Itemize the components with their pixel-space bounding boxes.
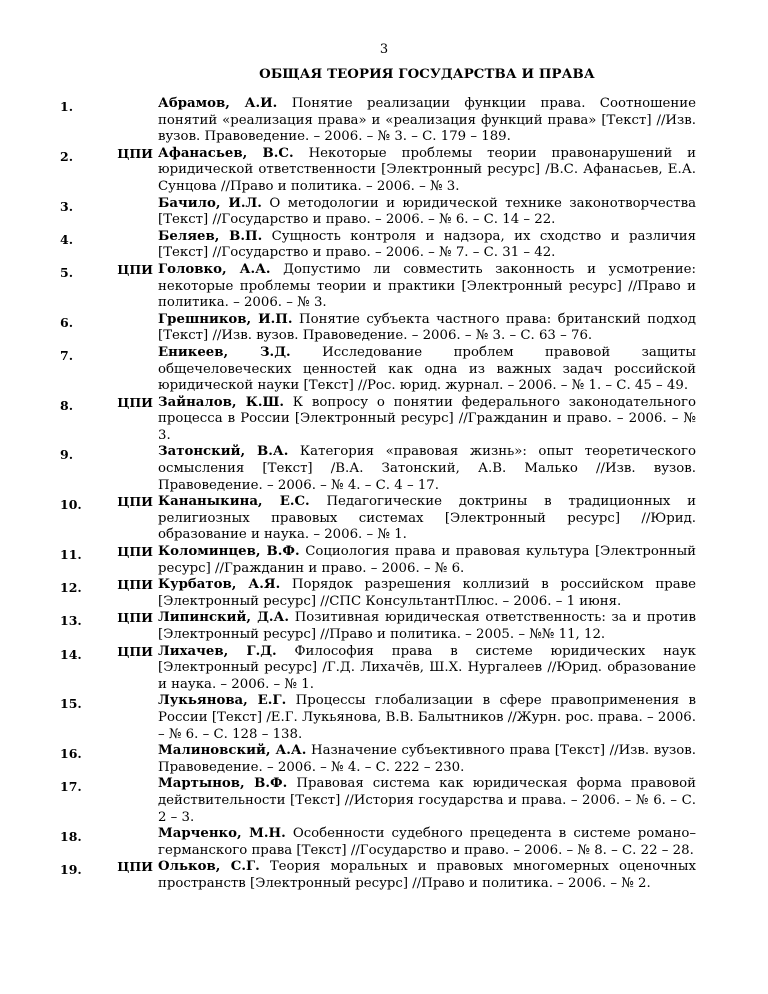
entry-number: 18. — [60, 829, 82, 845]
entry-text — [158, 610, 696, 643]
bibliography-entry — [0, 693, 768, 743]
entry-text — [158, 577, 696, 610]
bibliography-entry — [0, 644, 768, 694]
entry-number: 19. — [60, 862, 82, 878]
entry-number: 11. — [60, 547, 82, 563]
entry-mark: ЦПИ — [117, 394, 153, 410]
entry-number: 14. — [60, 646, 82, 662]
bibliography-entry — [0, 859, 768, 892]
entry-mark: ЦПИ — [117, 544, 153, 560]
bibliography-list — [0, 96, 768, 893]
bibliography-entry — [0, 544, 768, 577]
entry-text — [158, 345, 696, 395]
entry-text — [158, 395, 696, 445]
entry-number: 17. — [60, 779, 82, 795]
entry-description: Позитивная юридическая ответственность: за и против [Электронный ресурс] //Право и политика. – 2005. – №№ 11, 12. — [158, 610, 697, 642]
entry-text — [158, 826, 696, 859]
entry-author: Зайналов, К.Ш. — [158, 394, 284, 410]
entry-author: Лихачев, Г.Д. — [158, 643, 277, 659]
entry-author: Марченко, М.Н. — [158, 826, 286, 842]
entry-number: 2. — [60, 148, 74, 164]
entry-text — [158, 859, 696, 892]
bibliography-entry — [0, 196, 768, 229]
entry-text — [158, 544, 696, 577]
entry-author: Головко, А.А. — [158, 261, 271, 277]
entry-author: Мартынов, В.Ф. — [158, 776, 288, 792]
entry-description: Некоторые проблемы теории правонарушений и юридической ответственности [Электронный ресурс] /В.С. Афанасьев, Е.А. Сунцова //Право и политика. – 2006. – № 3. — [158, 145, 696, 194]
entry-description: Теория моральных и правовых многомерных оценочных пространств [Электронный ресурс] //Право и политика. – 2006. – № 2. — [158, 859, 696, 891]
entry-description: Процессы глобализации в сфере правоприменения в России [Текст] /Е.Г. Лукьянова, В.В. Балытников //Журн. рос. права. – 2006. – № 6. – С. 128 – 138. — [158, 693, 696, 742]
entry-text — [158, 229, 696, 262]
entry-description: Категория «правовая жизнь»: опыт теоретического осмысления [Текст] /В.А. Затонский, А.В. Малько //Изв. вузов. Правоведение. – 2006. – № 4. – С. 4 – 17. — [158, 444, 696, 493]
entry-number: 10. — [60, 497, 82, 513]
entry-number: 1. — [60, 99, 74, 114]
entry-description: Правовая система как юридическая форма правовой действительности [Текст] //История государства и права. – 2006. – № 6. – С. 2 – 3. — [158, 776, 696, 825]
entry-text — [158, 96, 696, 146]
bibliography-entry — [0, 743, 768, 776]
section-title: ОБЩАЯ ТЕОРИЯ ГОСУДАРСТВА И ПРАВА — [259, 67, 595, 82]
entry-author: Коломинцев, В.Ф. — [158, 544, 300, 560]
bibliography-entry — [0, 577, 768, 610]
entry-author: Затонский, В.А. — [158, 444, 289, 460]
entry-author: Беляев, В.П. — [158, 228, 263, 244]
entry-text — [158, 196, 696, 229]
bibliography-entry — [0, 494, 768, 544]
bibliography-entry — [0, 826, 768, 859]
entry-description: Педагогические доктрины в традиционных и религиозных правовых системах [Электронный ресурс] //Юрид. образование и наука. – 2006. – № 1. — [158, 494, 697, 543]
bibliography-entry — [0, 262, 768, 312]
entry-text — [158, 693, 696, 743]
entry-mark: ЦПИ — [117, 261, 153, 277]
entry-description: Особенности судебного прецедента в системе романо–германского права [Текст] //Государство и право. – 2006. – № 8. – С. 22 – 28. — [158, 826, 697, 858]
entry-description: О методологии и юридической технике законотворчества [Текст] //Государство и право. – 2006. – № 6. – С. 14 – 22. — [158, 195, 696, 228]
entry-mark: ЦПИ — [117, 577, 153, 593]
entry-description: Социология права и правовая культура [Электронный ресурс] //Гражданин и право. – 2006. – № 6. — [158, 544, 697, 576]
entry-mark: ЦПИ — [117, 859, 153, 875]
entry-number: 8. — [60, 397, 74, 413]
bibliography-entry — [0, 312, 768, 345]
entry-description: Порядок разрешения коллизий в российском праве [Электронный ресурс] //СПС КонсультантПлюс. – 2006. – 1 июня. — [158, 577, 696, 609]
entry-text — [158, 743, 696, 776]
entry-author: Лукьянова, Е.Г. — [158, 693, 287, 709]
entry-description: К вопросу о понятии федерального законодательного процесса в России [Электронный ресурс] //Гражданин и право. – 2006. – № 3. — [158, 394, 696, 443]
entry-text — [158, 444, 696, 494]
entry-author: Грешников, И.П. — [158, 311, 293, 327]
entry-author: Малиновский, А.А. — [158, 743, 307, 759]
entry-number: 7. — [60, 347, 74, 363]
entry-description: Философия права в системе юридических наук [Электронный ресурс] /Г.Д. Лихачёв, Ш.Х. Нургалеев //Юрид. образование и наука. – 2006. – № 1. — [158, 643, 696, 692]
page-number: 3 — [379, 42, 389, 57]
entry-text — [158, 644, 696, 694]
entry-description: Допустимо ли совместить законность и усмотрение: некоторые проблемы теории и практики [Электронный ресурс] //Право и политика. – 2006. – № 3. — [158, 261, 696, 311]
entry-mark: ЦПИ — [117, 610, 153, 626]
entry-number: 16. — [60, 746, 82, 762]
entry-description: Понятие реализации функции права. Соотношение понятий «реализация права» и «реализация функций права» [Текст] //Изв. вузов. Правоведение. – 2006. – № 3. – С. 179 – 189. — [158, 96, 697, 145]
entry-mark: ЦПИ — [117, 643, 153, 659]
entry-description: Исследование проблем правовой защиты общечеловеческих ценностей как одна из важных задач российской юридической науки [Текст] //Рос. юрид. журнал. – 2006. – № 1. – С. 45 – 49. — [158, 344, 696, 394]
entry-number: 4. — [60, 231, 74, 247]
bibliography-entry — [0, 345, 768, 395]
entry-author: Еникеев, З.Д. — [158, 344, 291, 360]
entry-description: Понятие субъекта частного права: британский подход [Текст] //Изв. вузов. Правоведение. – 2006. – № 3. – С. 63 – 76. — [158, 311, 696, 344]
entry-number: 15. — [60, 696, 82, 712]
entry-text — [158, 494, 696, 544]
entry-number: 3. — [60, 198, 74, 214]
entry-text — [158, 262, 696, 312]
entry-number: 12. — [60, 580, 82, 596]
bibliography-entry — [0, 444, 768, 494]
bibliography-entry — [0, 229, 768, 262]
bibliography-entry — [0, 776, 768, 826]
entry-author: Афанасьев, В.С. — [158, 145, 294, 161]
entry-mark: ЦПИ — [117, 145, 153, 161]
entry-text — [158, 776, 696, 826]
entry-number: 9. — [60, 447, 74, 463]
entry-description: Назначение субъективного права [Текст] //Изв. вузов. Правоведение. – 2006. – № 4. – С. 222 – 230. — [158, 743, 697, 775]
entry-mark: ЦПИ — [117, 494, 153, 510]
entry-text — [158, 312, 696, 345]
bibliography-entry — [0, 395, 768, 445]
entry-author: Ольков, С.Г. — [158, 859, 260, 875]
entry-text — [158, 146, 696, 196]
entry-author: Бачило, И.Л. — [158, 195, 262, 211]
bibliography-entry — [0, 610, 768, 643]
bibliography-entry — [0, 146, 768, 196]
entry-number: 6. — [60, 314, 74, 330]
entry-author: Курбатов, А.Я. — [158, 577, 281, 593]
entry-author: Абрамов, А.И. — [158, 96, 278, 111]
entry-description: Сущность контроля и надзора, их сходство и различия [Текст] //Государство и право. – 2006. – № 7. – С. 31 – 42. — [158, 228, 696, 261]
bibliography-entry — [0, 96, 768, 146]
entry-number: 5. — [60, 264, 74, 280]
entry-author: Кананыкина, Е.С. — [158, 494, 310, 510]
entry-author: Липинский, Д.А. — [158, 610, 289, 626]
entry-number: 13. — [60, 613, 82, 629]
